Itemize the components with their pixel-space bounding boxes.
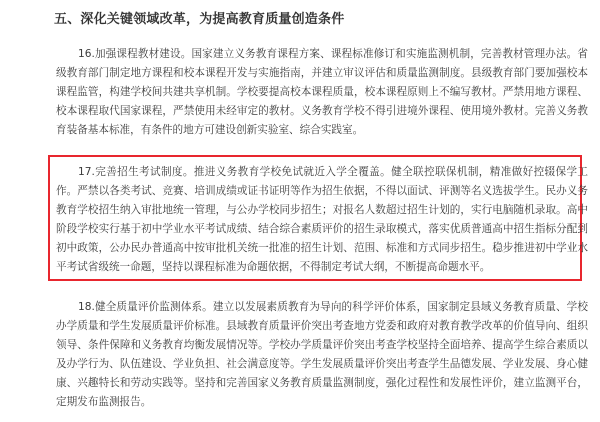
paragraph-16-curriculum: 16.加强课程教材建设。国家建立义务教育课程方案、课程标准修订和实施监测机制，完善教材管理办法。省级教育部门制定地方课程和校本课程开发与实施指南，并建立审议评估和质量监测制度。县级教育部门要加强校本课程监管，构建学校间共建共享机制。学校要提高校本课程质量，校本课程原则上不编写教材。严禁用地方课程、校本课程取代国家课程，严禁使用未经审定的教材。义务教育学校不得引进境外课程、使用境外教材。完善义务教育装备基本标准，有条件的地方可建设创新实验室、综合实践室。 (56, 48, 588, 136)
section-heading: 五、深化关键领域改革，为提高教育质量创造条件 (54, 12, 345, 27)
paragraph-18-evaluation: 18.健全质量评价监测体系。建立以发展素质教育为导向的科学评价体系，国家制定县域义务教育质量、学校办学质量和学生发展质量评价标准。县域教育质量评价突出考查地方党委和政府对教育教学改革的价值导向、组织领导、条件保障和义务教育均衡发展情况等。学校办学质量评价突出考查学校坚持全面培养、提高学生综合素质以及办学行为、队伍建设、学业负担、社会满意度等。学生发展质量评价突出考查学生品德发展、学业发展、身心健康、兴趣特长和劳动实践等。坚持和完善国家义务教育质量监测制度，强化过程性和发展性评价，建立监测平台，定期发布监测报告。 (56, 301, 588, 408)
paragraph-17-enrollment: 17.完善招生考试制度。推进义务教育学校免试就近入学全覆盖。健全联控联保机制，精准做好控辍保学工作。严禁以各类考试、竞赛、培训成绩或证书证明等作为招生依据，不得以面试、评测等名义选拔学生。民办义务教育学校招生纳入审批地统一管理，与公办学校同步招生；对报名人数超过招生计划的，实行电脑随机录取。高中阶段学校实行基于初中学业水平考试成绩、结合综合素质评价的招生录取模式，落实优质普通高中招生指标分配到初中政策，公办民办普通高中按审批机关统一批准的招生计划、范围、标准和方式同步招生。稳步推进初中学业水平考试省级统一命题，坚持以课程标准为命题依据，不得制定考试大纲，不断提高命题水平。 (56, 166, 588, 273)
